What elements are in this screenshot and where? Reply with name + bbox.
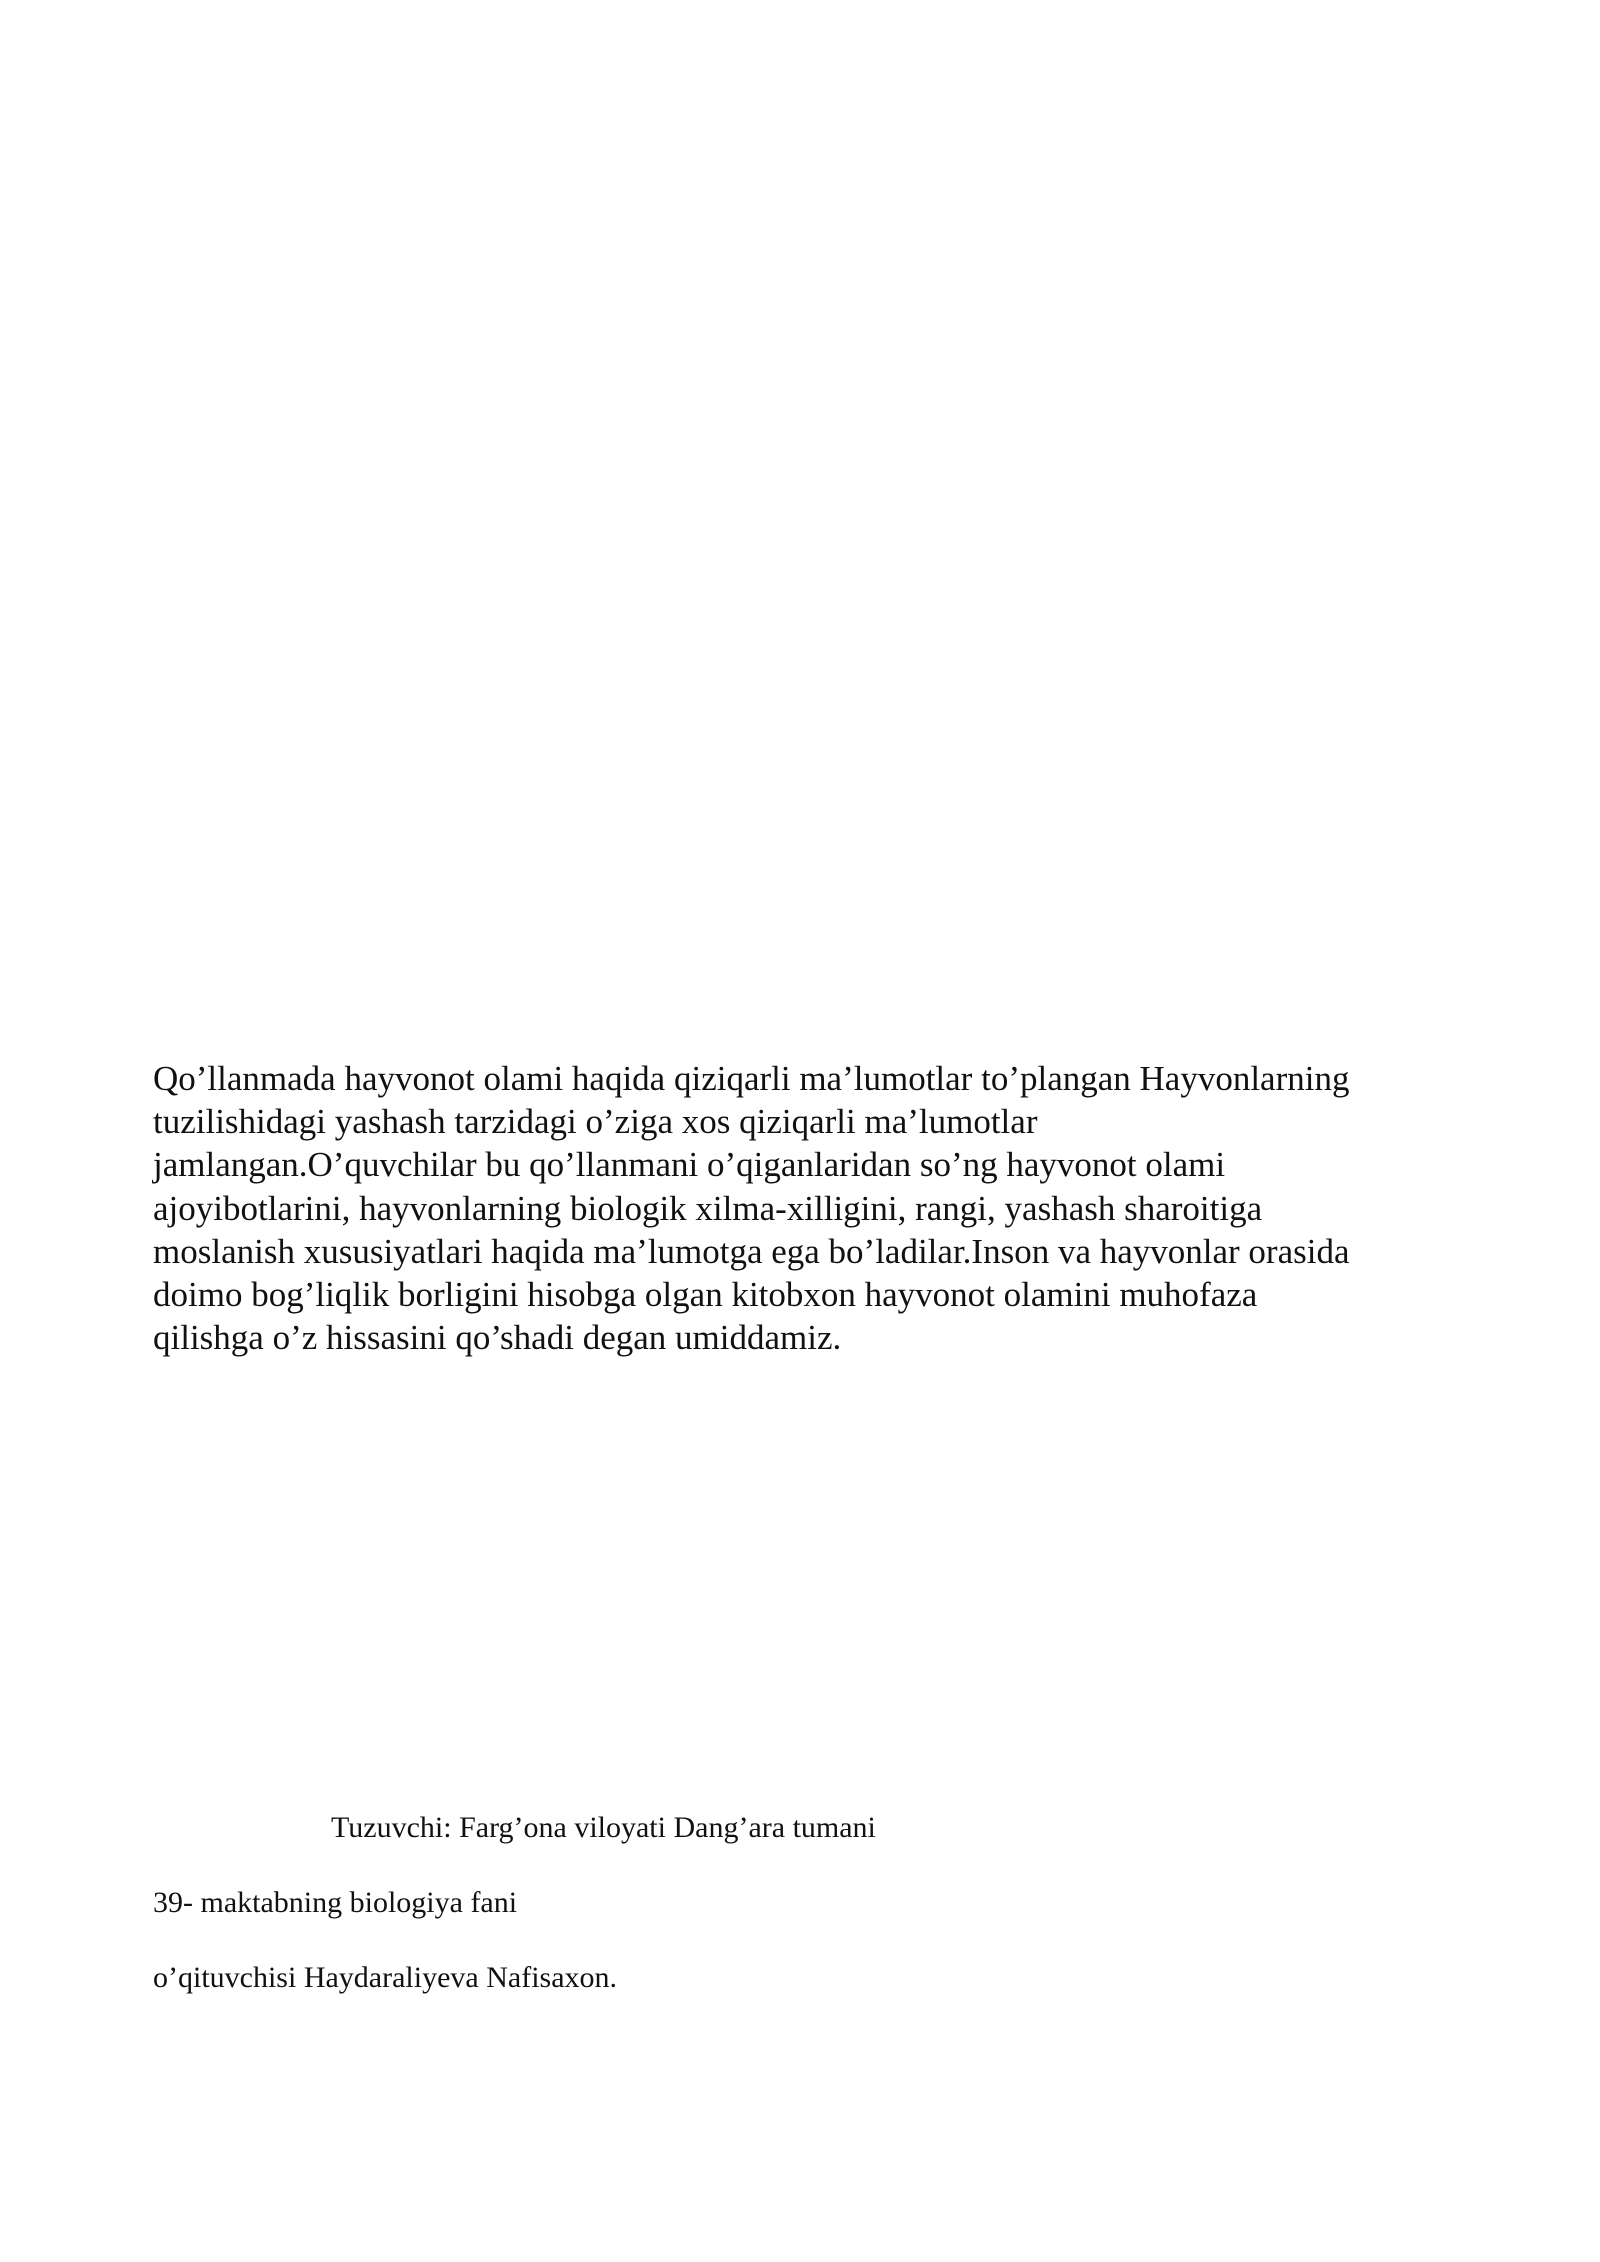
- intro-line: jamlangan.O’quvchilar bu qo’llanmani o’qiganlaridan so’ng hayvonot olami: [153, 1145, 1226, 1185]
- teacher-line: o’qituvchisi Haydaraliyeva Nafisaxon.: [153, 1961, 618, 1994]
- intro-line: tuzilishidagi yashash tarzidagi o’ziga xos qiziqarli ma’lumotlar: [153, 1102, 1038, 1142]
- intro-paragraph: [153, 1057, 1453, 1359]
- intro-line: qilishga o’z hissasini qo’shadi degan umiddamiz.: [153, 1318, 842, 1358]
- school-line: 39- maktabning biologiya fani: [153, 1886, 518, 1919]
- intro-line: ajoyibotlarini, hayvonlarning biologik xilma-xilligini, rangi, yashash sharoitiga: [153, 1188, 1263, 1228]
- intro-line: Qo’llanmada hayvonot olami haqida qiziqarli ma’lumotlar to’plangan Hayvonlarning: [153, 1059, 1350, 1098]
- compiler-line: Tuzuvchi: Farg’ona viloyati Dang’ara tumani: [331, 1811, 876, 1844]
- intro-line: moslanish xususiyatlari haqida ma’lumotga ega bo’ladilar.Inson va hayvonlar orasida: [153, 1231, 1350, 1271]
- intro-line: doimo bog’liqlik borligini hisobga olgan kitobxon hayvonot olamini muhofaza: [153, 1275, 1258, 1315]
